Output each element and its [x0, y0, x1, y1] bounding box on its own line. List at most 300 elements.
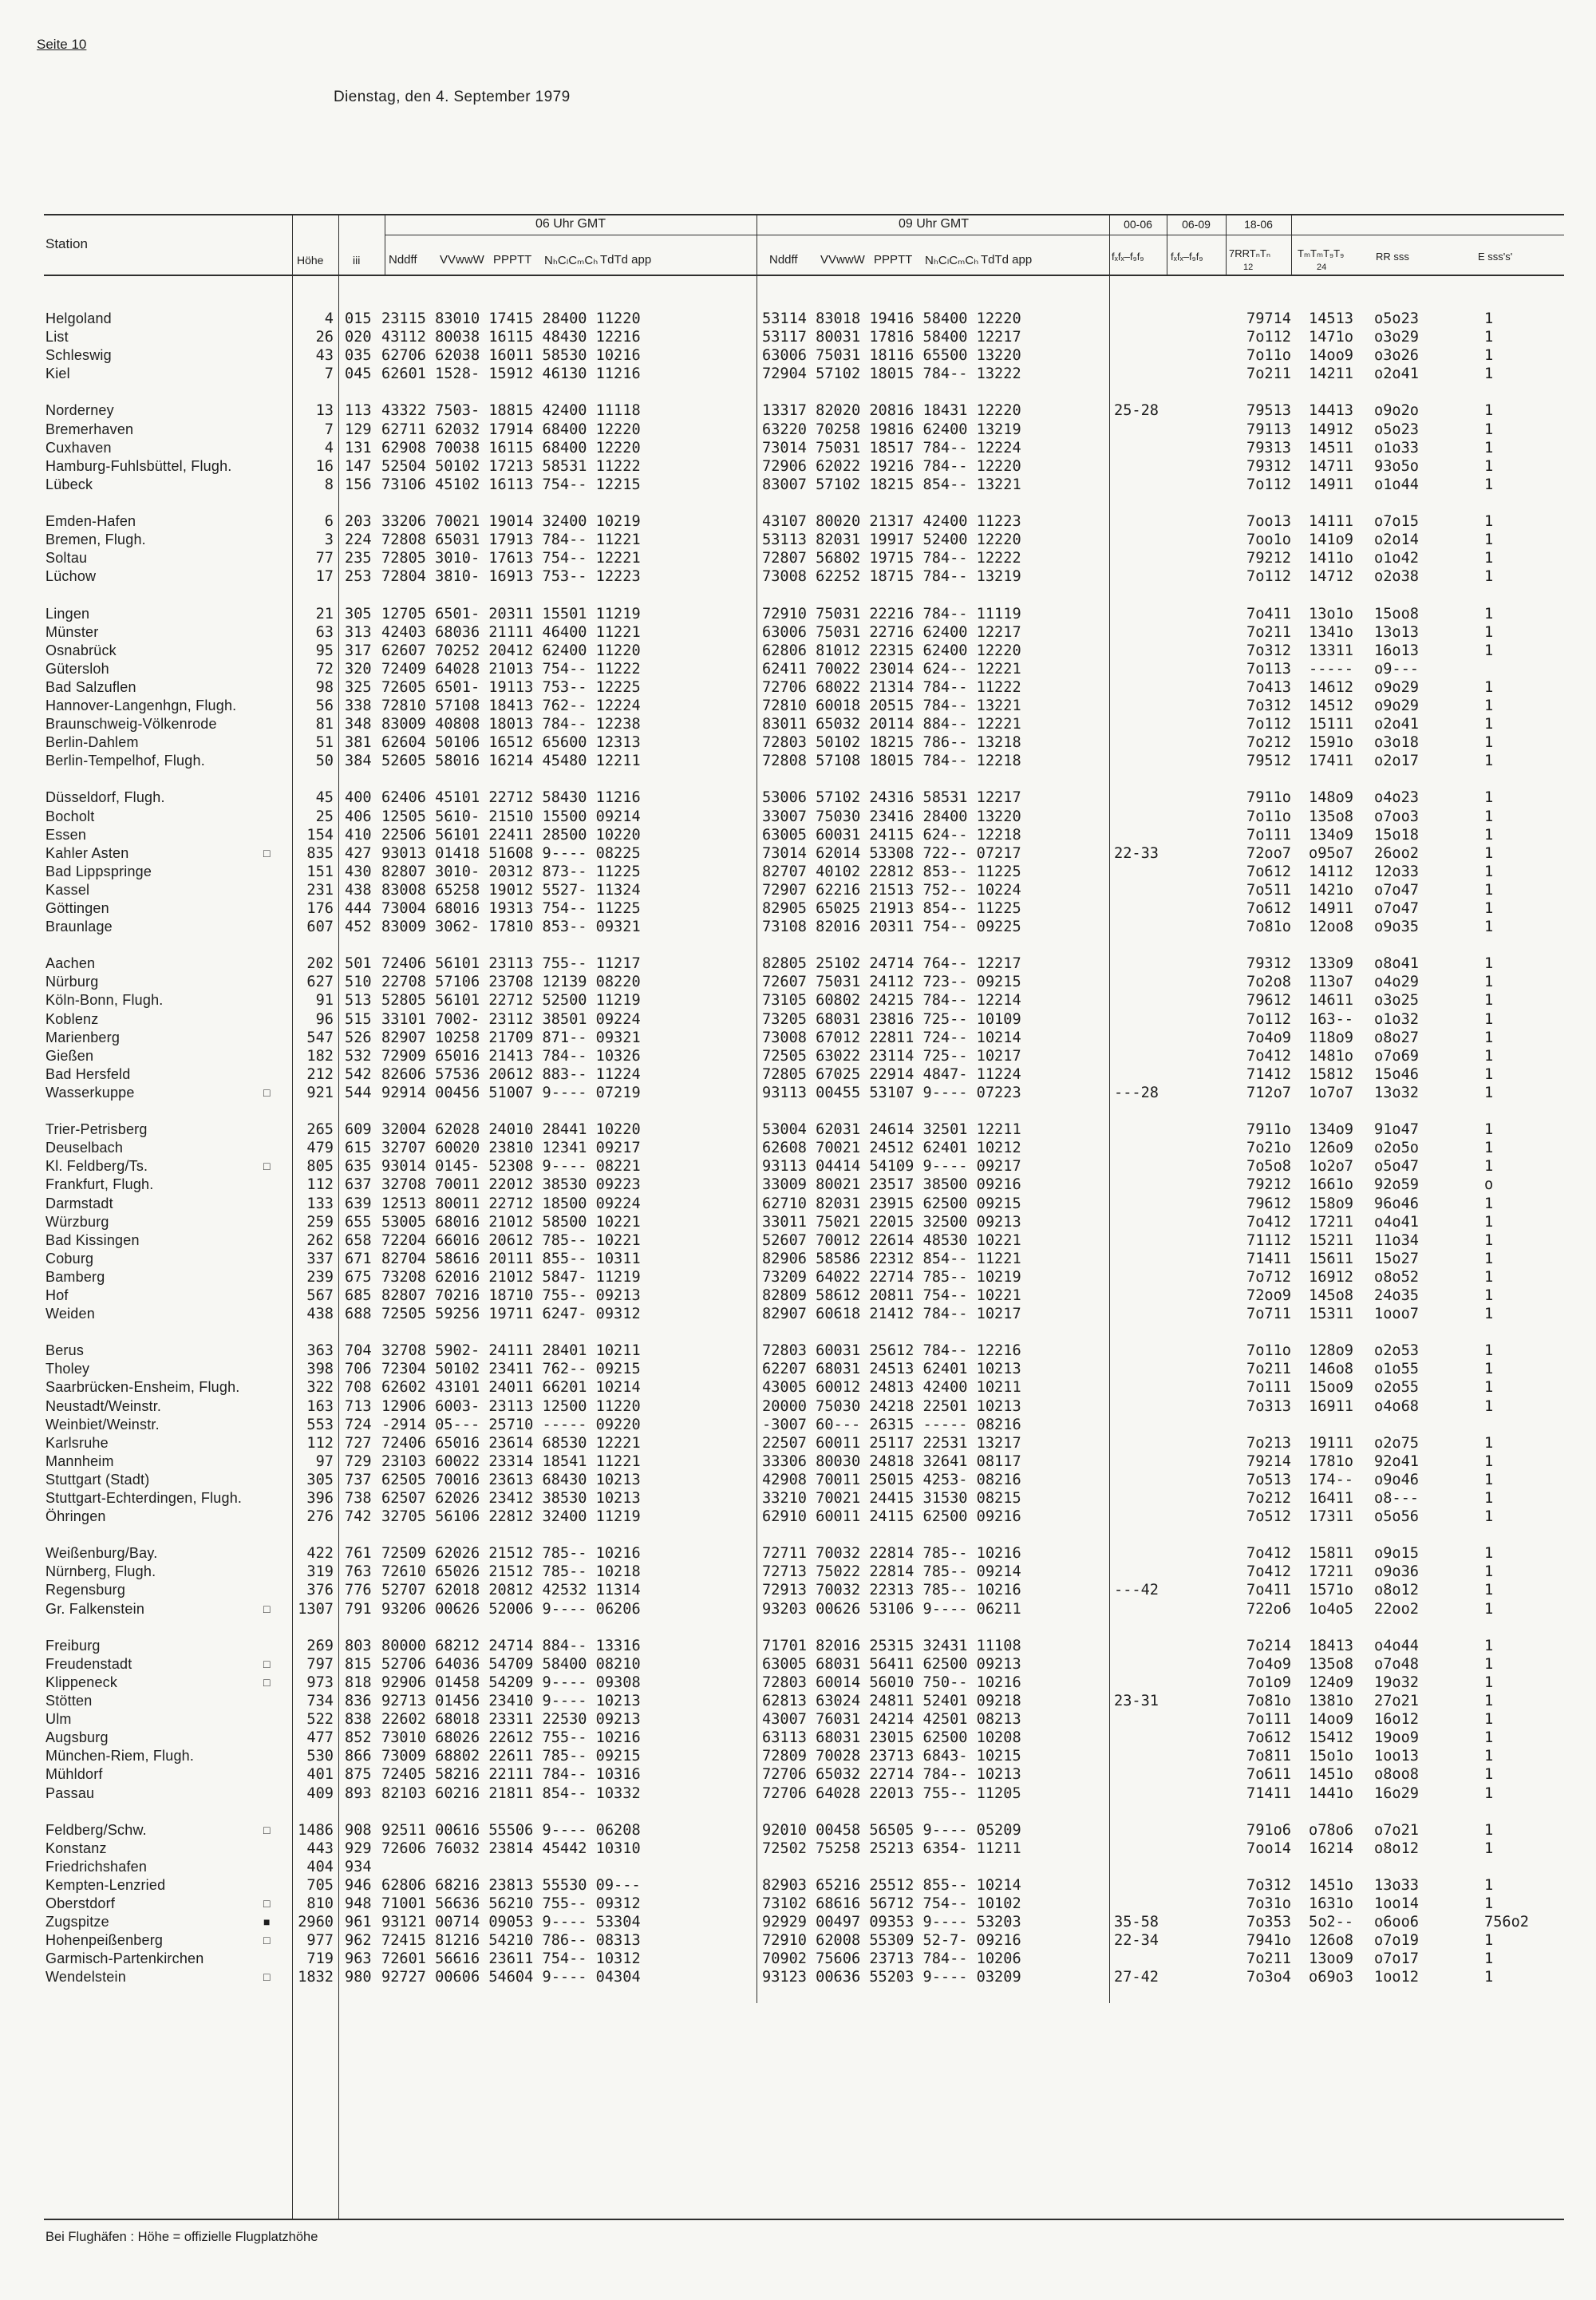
col-tm-value: 14513	[1309, 310, 1353, 327]
col-e-value: 1	[1484, 1711, 1494, 1729]
iii-value: 706	[345, 1361, 372, 1378]
obs-06-groups: 93121 00714 09053 9---- 53304	[381, 1914, 641, 1931]
col-e-value: 1	[1484, 568, 1494, 586]
col-tm-value: 16411	[1309, 1490, 1353, 1507]
station-name: Kiel	[45, 366, 70, 382]
hoehe-value: 396	[306, 1490, 334, 1507]
station-name: Nürburg	[45, 974, 99, 990]
obs-09-groups: 73014 75031 18517 784-- 12224	[762, 439, 1021, 456]
hoehe-value: 404	[306, 1858, 334, 1875]
col-tm-value: 15611	[1309, 1250, 1353, 1267]
col-e-value: 1	[1484, 476, 1494, 493]
obs-09-groups: 33009 80021 23517 38500 09216	[762, 1176, 1021, 1194]
table-row	[0, 476, 1596, 494]
hoehe-value: 276	[306, 1508, 334, 1526]
col-7rr-value: 7o512	[1246, 1508, 1291, 1526]
col-tm-value: 14611	[1309, 992, 1353, 1010]
col-7rr-value: 71411	[1246, 1784, 1291, 1802]
station-name: Kassel	[45, 881, 90, 898]
col-tm-value: 15211	[1309, 1231, 1353, 1249]
col-e-value: 1	[1484, 1950, 1494, 1968]
group-header-06gmt: 06 Uhr GMT	[535, 217, 606, 231]
obs-09-groups: 72807 56802 19715 784-- 12222	[762, 550, 1021, 567]
col-e-value: 1	[1484, 1452, 1494, 1470]
col-tm-value: 17211	[1309, 1213, 1353, 1231]
hoehe-value: 4	[324, 310, 334, 327]
col-e-value: 1	[1484, 1121, 1494, 1139]
obs-09-groups: 72810 60018 20515 784-- 13221	[762, 697, 1021, 714]
col-7rr-value: 7o511	[1246, 881, 1291, 899]
col-e-value: 1	[1484, 1490, 1494, 1507]
obs-06-groups: 12513 80011 22712 18500 09224	[381, 1195, 641, 1212]
col-rr-value: o2o41	[1374, 366, 1419, 383]
obs-09-groups: 72904 57102 18015 784-- 13222	[762, 366, 1021, 383]
hoehe-value: 81	[315, 716, 334, 733]
marker-icon: ■	[263, 1915, 271, 1929]
col-7rr-value: 7o81o	[1246, 919, 1291, 936]
hoehe-value: 477	[306, 1729, 334, 1747]
col-tm-value: 158o9	[1309, 1195, 1353, 1212]
col-rr-value: o9o36	[1374, 1563, 1419, 1581]
iii-value: 763	[345, 1563, 372, 1581]
col-header-tmtm-subscript: 24	[1317, 263, 1327, 272]
group-spacer	[0, 1526, 1596, 1544]
col-7rr-value: 7o2o8	[1246, 974, 1291, 991]
hoehe-value: 262	[306, 1231, 334, 1249]
table-row	[0, 1397, 1596, 1416]
hoehe-value: 231	[306, 881, 334, 899]
col-rr-value: o8oo8	[1374, 1766, 1419, 1784]
col-e-value: 1	[1484, 1084, 1494, 1101]
marker-icon: □	[263, 1085, 271, 1099]
col-rr-value: 16o12	[1374, 1711, 1419, 1729]
col-7rr-value: 7o111	[1246, 826, 1291, 844]
col-e-value: 1	[1484, 1029, 1494, 1046]
obs-06-groups: 22708 57106 23708 12139 08220	[381, 974, 641, 991]
table-row	[0, 642, 1596, 660]
obs-06-groups: 73208 62016 21012 5847- 11219	[381, 1268, 641, 1286]
col-e-value: 1	[1484, 1693, 1494, 1710]
table-row	[0, 733, 1596, 752]
table-row	[0, 531, 1596, 549]
obs-09-groups: 73008 67012 22811 724-- 10214	[762, 1029, 1021, 1046]
station-name: List	[45, 329, 69, 346]
table-row	[0, 899, 1596, 918]
hoehe-value: 98	[315, 678, 334, 696]
col-rr-value: 1ooo7	[1374, 1306, 1419, 1323]
hoehe-value: 17	[315, 568, 334, 586]
obs-06-groups: 82606 57536 20612 883-- 11224	[381, 1065, 641, 1083]
station-name: Aachen	[45, 955, 96, 972]
station-name: Helgoland	[45, 310, 112, 326]
col-7rr-value: 71412	[1246, 1065, 1291, 1083]
col-e-value: 1	[1484, 366, 1494, 383]
obs-09-groups: 52607 70012 22614 48530 10221	[762, 1231, 1021, 1249]
col-e-value: 1	[1484, 1821, 1494, 1839]
table-row	[0, 605, 1596, 623]
table-row	[0, 1765, 1596, 1784]
col-rr-value: 19oo9	[1374, 1729, 1419, 1747]
page-title: Dienstag, den 4. September 1979	[334, 89, 571, 105]
obs-09-groups: 93123 00636 55203 9---- 03209	[762, 1969, 1021, 1986]
hoehe-value: 13	[315, 402, 334, 420]
col-rr-value: o7o47	[1374, 900, 1419, 917]
hoehe-value: 16	[315, 457, 334, 475]
col-rr-value: o2o53	[1374, 1342, 1419, 1360]
col-rr-value: o3o25	[1374, 992, 1419, 1010]
hoehe-value: 627	[306, 974, 334, 991]
col-tm-value: 16214	[1309, 1840, 1353, 1857]
marker-icon: □	[263, 1675, 271, 1689]
col-rr-value: o9o46	[1374, 1471, 1419, 1488]
col-tm-value: 14oo9	[1309, 1711, 1353, 1729]
table-row	[0, 678, 1596, 697]
table-row	[0, 715, 1596, 733]
station-name: Lingen	[45, 605, 90, 622]
station-name: Göttingen	[45, 900, 109, 916]
col-rr-value: 13o33	[1374, 1876, 1419, 1894]
station-name: Hof	[45, 1286, 69, 1303]
obs-06-groups: 72405 58216 22111 784-- 10316	[381, 1766, 641, 1784]
col-7rr-value: 7o11o	[1246, 808, 1291, 825]
obs-06-groups: 82807 70216 18710 755-- 09213	[381, 1286, 641, 1304]
hoehe-value: 239	[306, 1268, 334, 1286]
obs-06-groups: 72601 56616 23611 754-- 10312	[381, 1950, 641, 1968]
table-row	[0, 1692, 1596, 1710]
table-row	[0, 1471, 1596, 1489]
station-name: Saarbrücken-Ensheim, Flugh.	[45, 1379, 240, 1396]
obs-06-groups: 32708 70011 22012 38530 09223	[381, 1176, 641, 1194]
station-name: Münster	[45, 623, 99, 640]
col-rr-value: o3o18	[1374, 734, 1419, 752]
col-header-7rrtntn: 7RRTₙTₙ	[1229, 247, 1271, 259]
station-name: Stötten	[45, 1693, 93, 1709]
station-name: Friedrichshafen	[45, 1858, 148, 1875]
col-rr-value: o1o42	[1374, 550, 1419, 567]
table-row	[0, 788, 1596, 807]
table-row	[0, 1231, 1596, 1250]
col-tm-value: 1o2o7	[1309, 1158, 1353, 1176]
col-e-value: 1	[1484, 919, 1494, 936]
table-row	[0, 1968, 1596, 1986]
col-7rr-value: 71411	[1246, 1250, 1291, 1267]
col-tm-value: 14111	[1309, 513, 1353, 531]
iii-value: 313	[345, 623, 372, 641]
iii-value: 946	[345, 1876, 372, 1894]
table-row	[0, 1268, 1596, 1286]
col-7rr-value: 71112	[1246, 1231, 1291, 1249]
hoehe-value: 95	[315, 642, 334, 659]
col-7rr-value: 72oo7	[1246, 844, 1291, 862]
hoehe-value: 2960	[298, 1914, 334, 1931]
col-e-value: 1	[1484, 1361, 1494, 1378]
table-row	[0, 918, 1596, 936]
obs-09-groups: 62207 68031 24513 62401 10213	[762, 1361, 1021, 1378]
station-name: Öhringen	[45, 1508, 106, 1525]
obs-09-groups: 73014 62014 53308 722-- 07217	[762, 844, 1021, 862]
station-name: Bad Kissingen	[45, 1231, 140, 1248]
col-7rr-value: 7o112	[1246, 329, 1291, 346]
col-e-value: 1	[1484, 734, 1494, 752]
col-7rr-value: 79714	[1246, 310, 1291, 327]
station-name: Berlin-Dahlem	[45, 734, 139, 751]
col-rr-value: 91o47	[1374, 1121, 1419, 1139]
iii-value: 438	[345, 881, 372, 899]
col-7rr-value: 7o113	[1246, 660, 1291, 678]
col-7rr-value: 7o353	[1246, 1914, 1291, 1931]
group-spacer	[0, 936, 1596, 954]
iii-value: 224	[345, 532, 372, 549]
hoehe-value: 72	[315, 660, 334, 678]
iii-value: 452	[345, 919, 372, 936]
wind-extrema: 22-33	[1114, 844, 1159, 862]
iii-value: 020	[345, 329, 372, 346]
obs-06-groups: 62711 62032 17914 68400 12220	[381, 421, 641, 438]
col-tm-value: 18413	[1309, 1637, 1353, 1654]
iii-value: 727	[345, 1434, 372, 1452]
iii-value: 688	[345, 1306, 372, 1323]
station-name: Tholey	[45, 1361, 90, 1377]
col-tm-value: 1571o	[1309, 1582, 1353, 1599]
hoehe-value: 91	[315, 992, 334, 1010]
obs-09-groups: 73102 68616 56712 754-- 10102	[762, 1895, 1021, 1913]
obs-09-groups: 62813 63024 24811 52401 09218	[762, 1693, 1021, 1710]
obs-06-groups: 72406 65016 23614 68530 12221	[381, 1434, 641, 1452]
station-name: Bad Salzuflen	[45, 678, 136, 695]
iii-value: 156	[345, 476, 372, 493]
col-rr-value: o8---	[1374, 1490, 1419, 1507]
wind-extrema: 27-42	[1114, 1969, 1159, 1986]
station-name: Freiburg	[45, 1637, 101, 1654]
hoehe-value: 133	[306, 1195, 334, 1212]
obs-06-groups: 92713 01456 23410 9---- 10213	[381, 1693, 641, 1710]
table-row	[0, 660, 1596, 678]
col-e-value: 1	[1484, 1306, 1494, 1323]
station-name: Mühldorf	[45, 1766, 103, 1783]
hoehe-value: 112	[306, 1434, 334, 1452]
hoehe-value: 112	[306, 1176, 334, 1194]
hoehe-value: 322	[306, 1379, 334, 1397]
col-rr-value: 1oo12	[1374, 1969, 1419, 1986]
obs-06-groups: 62507 62026 23412 38530 10213	[381, 1490, 641, 1507]
iii-value: 713	[345, 1397, 372, 1415]
obs-09-groups: 63006 75031 22716 62400 12217	[762, 623, 1021, 641]
col-tm-value: 14912	[1309, 421, 1353, 438]
obs-06-groups: 72808 65031 17913 784-- 11221	[381, 532, 641, 549]
obs-09-groups: 72913 70032 22313 785-- 10216	[762, 1582, 1021, 1599]
obs-06-groups: 92727 00606 54604 9---- 04304	[381, 1969, 641, 1986]
hoehe-value: 422	[306, 1545, 334, 1563]
station-name: Zugspitze	[45, 1914, 109, 1930]
rule-header-bottom	[44, 275, 1564, 276]
iii-value: 852	[345, 1729, 372, 1747]
iii-value: 045	[345, 366, 372, 383]
obs-09-groups: 82707 40102 22812 853-- 11225	[762, 863, 1021, 880]
station-name: Coburg	[45, 1250, 94, 1267]
hoehe-value: 50	[315, 753, 334, 770]
table-row	[0, 973, 1596, 991]
table-row	[0, 1047, 1596, 1065]
hoehe-value: 43	[315, 347, 334, 365]
station-name: Freudenstadt	[45, 1655, 132, 1672]
obs-09-groups: 73205 68031 23816 725-- 10109	[762, 1010, 1021, 1028]
iii-value: 381	[345, 734, 372, 752]
col-tm-value: 141o9	[1309, 532, 1353, 549]
col-tm-value: 1441o	[1309, 1784, 1353, 1802]
station-name: Düsseldorf, Flugh.	[45, 789, 165, 806]
col-tm-value: 15412	[1309, 1729, 1353, 1747]
obs-09-groups: 93113 04414 54109 9---- 09217	[762, 1158, 1021, 1176]
station-name: Weißenburg/Bay.	[45, 1545, 158, 1562]
table-row	[0, 1195, 1596, 1213]
hoehe-value: 96	[315, 1010, 334, 1028]
iii-value: 015	[345, 310, 372, 327]
iii-value: 742	[345, 1508, 372, 1526]
station-name: Bocholt	[45, 808, 95, 824]
station-name: Braunschweig-Völkenrode	[45, 716, 217, 733]
table-row	[0, 1342, 1596, 1360]
col-header-rr: RR sss	[1376, 251, 1409, 263]
obs-09-groups: 83007 57102 18215 854-- 13221	[762, 476, 1021, 493]
hoehe-value: 7	[324, 366, 334, 383]
obs-06-groups: 23103 60022 23314 18541 11221	[381, 1452, 641, 1470]
col-tm-value: 1381o	[1309, 1693, 1353, 1710]
obs-06-groups: 93206 00626 52006 9---- 06206	[381, 1600, 641, 1618]
col-e-value: 1	[1484, 1195, 1494, 1212]
col-e-value: 1	[1484, 1471, 1494, 1488]
obs-06-groups: -2914 05--- 25710 ----- 09220	[381, 1416, 641, 1433]
col-7rr-value: 7o411	[1246, 1582, 1291, 1599]
station-name: Ulm	[45, 1711, 72, 1728]
col-header-ppptt-09: PPPTT	[874, 253, 913, 267]
obs-09-groups: 72706 64028 22013 755-- 11205	[762, 1784, 1021, 1802]
obs-09-groups: 72711 70032 22814 785-- 10216	[762, 1545, 1021, 1563]
col-e-value: 1	[1484, 1674, 1494, 1691]
obs-09-groups: 72907 62216 21513 752-- 10224	[762, 881, 1021, 899]
obs-06-groups: 43112 80038 16115 48430 12216	[381, 329, 641, 346]
col-7rr-value: 7o313	[1246, 1397, 1291, 1415]
hoehe-value: 4	[324, 439, 334, 456]
obs-06-groups: 23115 83010 17415 28400 11220	[381, 310, 641, 327]
hoehe-value: 63	[315, 623, 334, 641]
col-tm-value: 128o9	[1309, 1342, 1353, 1360]
station-name: Osnabrück	[45, 642, 117, 658]
col-rr-value: o4o68	[1374, 1397, 1419, 1415]
col-header-fxfx-0006: fₓfₓ–f₉f₉	[1112, 251, 1144, 263]
iii-value: 655	[345, 1213, 372, 1231]
obs-09-groups: 33306 80030 24818 32641 08117	[762, 1452, 1021, 1470]
table-row	[0, 1416, 1596, 1434]
col-rr-value: o1o55	[1374, 1361, 1419, 1378]
station-name: Trier-Petrisberg	[45, 1121, 148, 1138]
obs-06-groups: 73009 68802 22611 785-- 09215	[381, 1748, 641, 1765]
wind-extrema: 23-31	[1114, 1693, 1159, 1710]
col-e-value: 1	[1484, 1342, 1494, 1360]
table-row	[0, 1637, 1596, 1655]
col-e-value: 1	[1484, 1582, 1494, 1599]
hoehe-value: 734	[306, 1693, 334, 1710]
obs-09-groups: 72805 67025 22914 4847- 11224	[762, 1065, 1021, 1083]
col-7rr-value: 79513	[1246, 402, 1291, 420]
obs-06-groups: 62706 62038 16011 58530 10216	[381, 347, 641, 365]
wind-extrema: ---28	[1114, 1084, 1159, 1101]
marker-icon: □	[263, 1602, 271, 1615]
table-body	[0, 310, 1596, 1987]
group-header-0006: 00-06	[1124, 218, 1152, 231]
col-tm-value: 15111	[1309, 716, 1353, 733]
col-rr-value: 15oo8	[1374, 605, 1419, 622]
col-rr-value: o1o44	[1374, 476, 1419, 493]
col-rr-value: o4o29	[1374, 974, 1419, 991]
col-header-7rr-subscript: 12	[1243, 263, 1254, 272]
obs-06-groups: 62505 70016 23613 68430 10213	[381, 1471, 641, 1488]
obs-06-groups: 62601 1528- 15912 46130 11216	[381, 366, 641, 383]
col-7rr-value: 79212	[1246, 1176, 1291, 1194]
col-e-value: 756o2	[1484, 1914, 1529, 1931]
col-tm-value: 1421o	[1309, 881, 1353, 899]
col-7rr-value: 7o612	[1246, 900, 1291, 917]
col-7rr-value: 791o6	[1246, 1821, 1291, 1839]
station-name: Weiden	[45, 1306, 95, 1322]
obs-09-groups: 72607 75031 24112 723-- 09215	[762, 974, 1021, 991]
iii-value: 320	[345, 660, 372, 678]
iii-value: 635	[345, 1158, 372, 1176]
obs-06-groups: 72406 56101 23113 755-- 11217	[381, 955, 641, 973]
col-e-value: 1	[1484, 1434, 1494, 1452]
hoehe-value: 705	[306, 1876, 334, 1894]
col-tm-value: 133o9	[1309, 955, 1353, 973]
marker-icon: □	[263, 1970, 271, 1984]
col-tm-value: 13o1o	[1309, 605, 1353, 622]
hoehe-value: 1832	[298, 1969, 334, 1986]
station-name: Regensburg	[45, 1582, 126, 1599]
iii-value: 410	[345, 826, 372, 844]
col-7rr-value: 722o6	[1246, 1600, 1291, 1618]
col-e-value: 1	[1484, 1047, 1494, 1065]
col-tm-value: 174--	[1309, 1471, 1353, 1488]
col-e-value: 1	[1484, 421, 1494, 438]
table-row	[0, 1931, 1596, 1950]
obs-06-groups: 72415 81216 54210 786-- 08313	[381, 1932, 641, 1950]
obs-06-groups: 22602 68018 23311 22530 09213	[381, 1711, 641, 1729]
iii-value: 325	[345, 678, 372, 696]
iii-value: 515	[345, 1010, 372, 1028]
col-7rr-value: 7o211	[1246, 623, 1291, 641]
col-7rr-value: 7o1o9	[1246, 1674, 1291, 1691]
group-header-1806: 18-06	[1244, 218, 1273, 231]
iii-value: 305	[345, 605, 372, 622]
obs-06-groups: 72204 66016 20612 785-- 10221	[381, 1231, 641, 1249]
station-name: München-Riem, Flugh.	[45, 1748, 195, 1765]
iii-value: 737	[345, 1471, 372, 1488]
station-name: Stuttgart (Stadt)	[45, 1471, 150, 1488]
col-tm-value: 1591o	[1309, 734, 1353, 752]
iii-value: 513	[345, 992, 372, 1010]
table-row	[0, 1747, 1596, 1765]
station-name: Berus	[45, 1342, 85, 1359]
col-rr-value: 92o41	[1374, 1452, 1419, 1470]
col-tm-value: o95o7	[1309, 844, 1353, 862]
col-e-value: 1	[1484, 623, 1494, 641]
obs-09-groups: 71701 82016 25315 32431 11108	[762, 1637, 1021, 1654]
col-e-value: 1	[1484, 753, 1494, 770]
station-name: Mannheim	[45, 1452, 114, 1469]
station-name: Weinbiet/Weinstr.	[45, 1416, 160, 1433]
table-row	[0, 365, 1596, 383]
obs-09-groups: 73108 82016 20311 754-- 09225	[762, 919, 1021, 936]
hoehe-value: 176	[306, 900, 334, 917]
iii-value: 875	[345, 1766, 372, 1784]
